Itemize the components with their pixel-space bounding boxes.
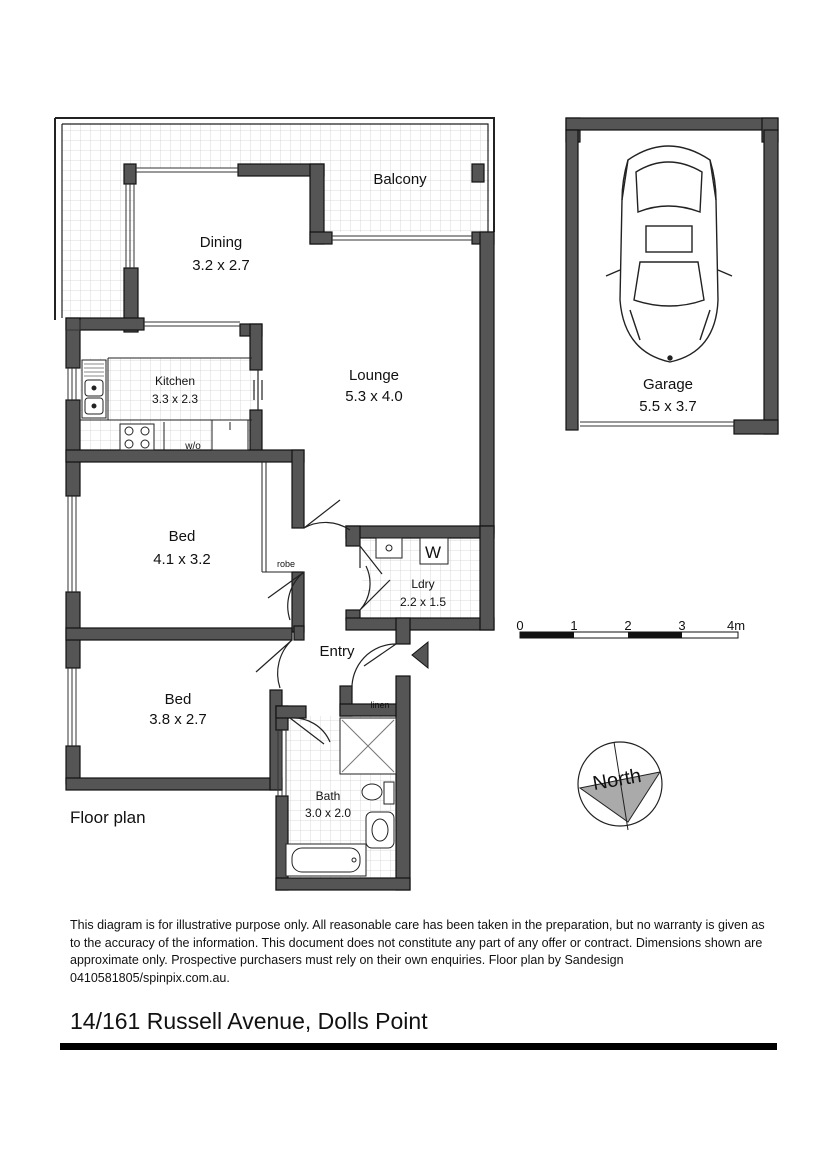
scale-tick-4m: 4m: [726, 618, 746, 633]
scale-bar: [516, 618, 745, 638]
laundry-dims: 2.2 x 1.5: [399, 595, 447, 609]
garage-dims: 5.5 x 3.7: [639, 398, 697, 415]
wo-label: w/o: [185, 441, 201, 452]
bed2-dims: 3.8 x 2.7: [149, 711, 207, 728]
washer-label: W: [424, 543, 442, 562]
entry-arrow-icon: [412, 642, 428, 668]
balcony-label: Balcony: [373, 171, 427, 188]
address-underline: [60, 1043, 777, 1050]
bath-dims: 3.0 x 2.0: [304, 806, 352, 820]
bed1-label: Bed: [168, 528, 196, 545]
kitchen-dims: 3.3 x 2.3: [151, 392, 199, 406]
car-icon: [606, 146, 732, 362]
floor-plan-title: Floor plan: [70, 808, 146, 827]
kitchen-label: Kitchen: [154, 374, 196, 388]
bath-label: Bath: [315, 789, 341, 803]
entry-label: Entry: [319, 643, 355, 660]
scale-tick-1: 1: [570, 618, 578, 633]
dining-label: Dining: [199, 234, 243, 251]
balcony: [55, 118, 494, 320]
robe-fixture: [262, 462, 292, 572]
dining-dims: 3.2 x 2.7: [192, 257, 250, 274]
property-address: 14/161 Russell Avenue, Dolls Point: [70, 1008, 428, 1034]
scale-tick-2: 2: [624, 618, 632, 633]
linen-label: linen: [370, 700, 390, 710]
scale-tick-3: 3: [678, 618, 686, 633]
disclaimer-text: This diagram is for illustrative purpose only. All reasonable care has been taken in the preparation, but no warranty is given as to the accuracy of the information. This document does not constitute any part of any offer or contract. Dimensions shown are approximate only. Prospective purchasers must rely on their own enquiries. Floor plan by Sandesign 0410581805/spinpix.com.au.: [70, 918, 765, 985]
lounge-dims: 5.3 x 4.0: [345, 388, 403, 405]
lounge-label: Lounge: [348, 367, 400, 384]
bed1-dims: 4.1 x 3.2: [153, 551, 211, 568]
laundry-label: Ldry: [411, 577, 435, 591]
north-compass-icon: [578, 742, 662, 830]
bed2-label: Bed: [164, 691, 192, 708]
compass-north-label: North: [591, 764, 643, 796]
robe-label: robe: [276, 559, 296, 569]
scale-tick-0: 0: [516, 618, 524, 633]
garage-label: Garage: [642, 376, 694, 393]
